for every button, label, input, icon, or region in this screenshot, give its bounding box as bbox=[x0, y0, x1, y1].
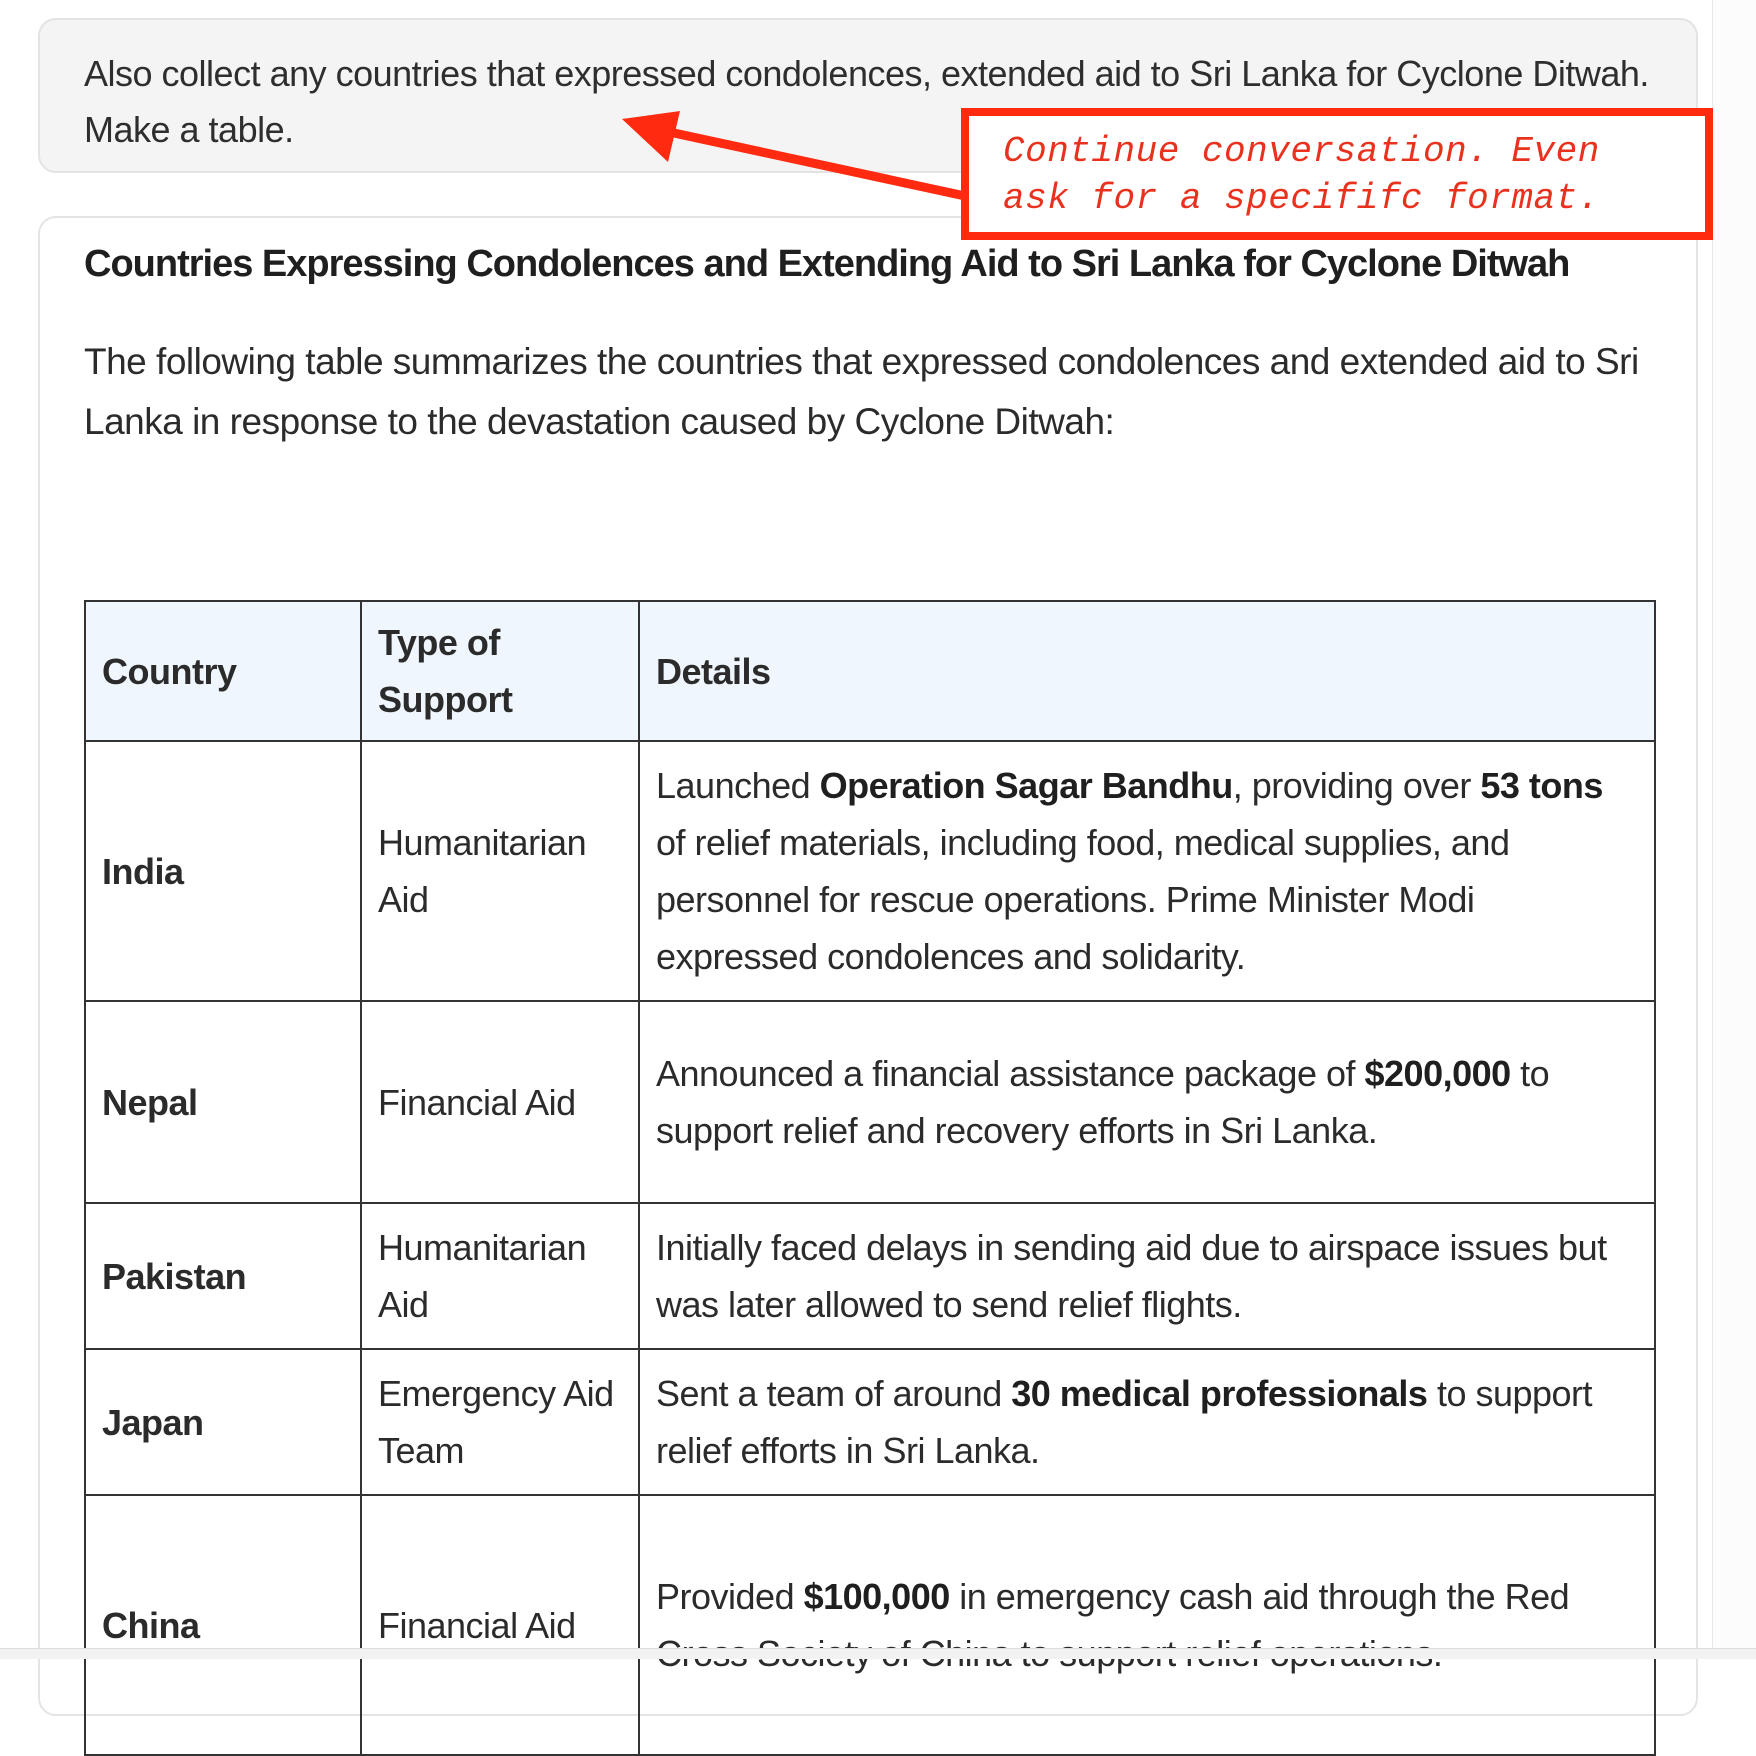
country-cell: Pakistan bbox=[85, 1203, 361, 1349]
support-type-cell: Emergency Aid Team bbox=[361, 1349, 639, 1495]
table-row bbox=[85, 741, 1655, 1001]
table-row bbox=[85, 1001, 1655, 1203]
scrollbar-track[interactable] bbox=[1712, 0, 1756, 1658]
details-text: to support relief and recovery efforts in Sri Lanka. bbox=[656, 1053, 1550, 1151]
details-emphasis: $100,000 bbox=[803, 1576, 950, 1617]
details-cell bbox=[639, 1203, 1655, 1349]
details-emphasis: $200,000 bbox=[1364, 1053, 1511, 1094]
details-text: of relief materials, including food, medical supplies, and personnel for rescue operations. Prime Minister Modi expressed condolences and solidarity. bbox=[656, 822, 1510, 977]
table-header-row bbox=[85, 601, 1655, 741]
table-row bbox=[85, 1349, 1655, 1495]
details-text: Announced a financial assistance package of bbox=[656, 1053, 1365, 1094]
assistant-response-card bbox=[38, 216, 1698, 1716]
details-cell bbox=[639, 1349, 1655, 1495]
annotation-callout bbox=[961, 108, 1713, 240]
header-details: Details bbox=[639, 601, 1655, 741]
details-text: Provided bbox=[656, 1576, 804, 1617]
support-type-cell: Humanitarian Aid bbox=[361, 1203, 639, 1349]
details-text: , providing over bbox=[1232, 765, 1481, 806]
details-text: Sent a team of around bbox=[656, 1373, 1012, 1414]
aid-table bbox=[84, 600, 1656, 1756]
details-text: Initially faced delays in sending aid due to airspace issues but was later allowed to send relief flights. bbox=[656, 1227, 1607, 1325]
details-text: Launched bbox=[656, 765, 820, 806]
details-text: to support relief efforts in Sri Lanka. bbox=[656, 1373, 1593, 1471]
response-title: Countries Expressing Condolences and Extending Aid to Sri Lanka for Cyclone Ditwah bbox=[84, 243, 1570, 285]
country-cell: India bbox=[85, 741, 361, 1001]
support-type-cell: Humanitarian Aid bbox=[361, 741, 639, 1001]
details-emphasis: Operation Sagar Bandhu bbox=[819, 765, 1233, 806]
support-type-cell: Financial Aid bbox=[361, 1001, 639, 1203]
annotation-line-2: ask for a specififc format. bbox=[1003, 178, 1600, 219]
details-cell bbox=[639, 1495, 1655, 1755]
details-cell bbox=[639, 741, 1655, 1001]
country-cell: Nepal bbox=[85, 1001, 361, 1203]
country-cell: China bbox=[85, 1495, 361, 1755]
table-row bbox=[85, 1203, 1655, 1349]
response-intro: The following table summarizes the countries that expressed condolences and extended aid to Sri Lanka in response to the devastation caused by Cyclone Ditwah: bbox=[84, 341, 1639, 442]
details-text: in emergency cash aid through the Red bbox=[959, 1576, 1570, 1617]
header-type-of-support: Type of Support bbox=[361, 601, 639, 741]
details-emphasis: 53 tons bbox=[1480, 765, 1603, 806]
user-message-text: Also collect any countries that expressed condolences, extended aid to Sri Lanka for Cyclone Ditwah. Make a table. bbox=[84, 53, 1649, 150]
horizontal-scrollbar[interactable] bbox=[0, 1648, 1756, 1659]
annotation-line-1: Continue conversation. Even bbox=[1003, 131, 1600, 172]
support-type-cell: Financial Aid bbox=[361, 1495, 639, 1755]
details-emphasis: 30 medical professionals bbox=[1011, 1373, 1428, 1414]
table-row bbox=[85, 1495, 1655, 1755]
header-country: Country bbox=[85, 601, 361, 741]
details-cell bbox=[639, 1001, 1655, 1203]
country-cell: Japan bbox=[85, 1349, 361, 1495]
